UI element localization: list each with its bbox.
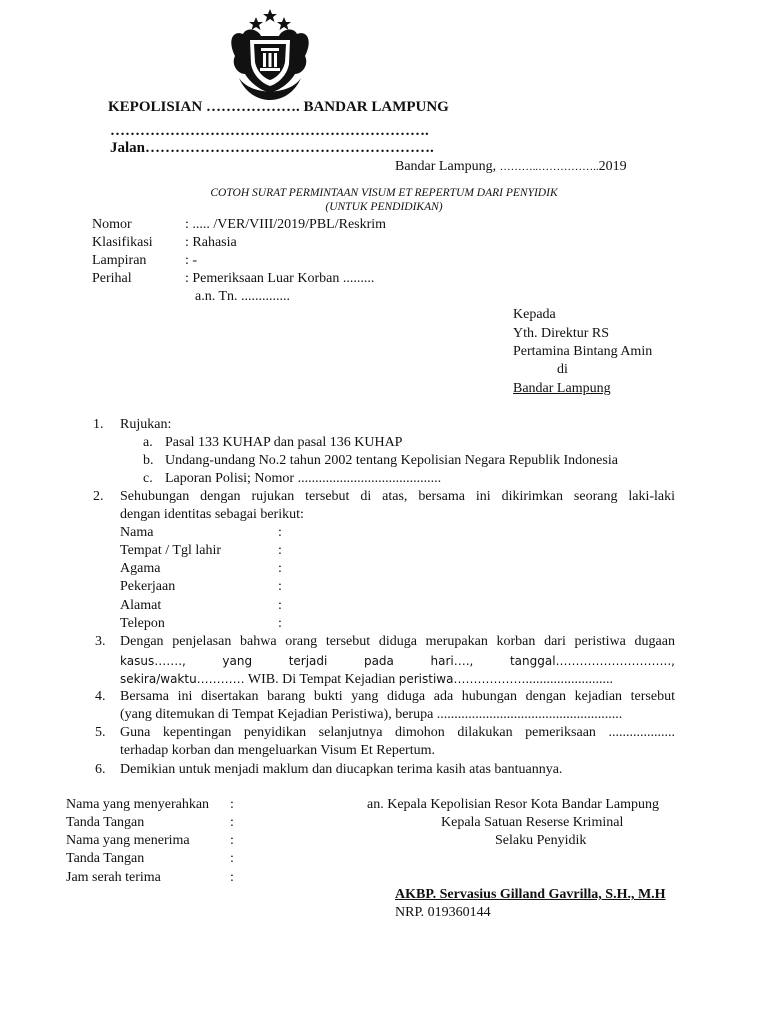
identity-colon: : — [278, 561, 282, 576]
signatory-name: AKBP. Servasius Gilland Gavrilla, S.H., M.H — [395, 887, 666, 902]
agency-address-line: ………………………………………………………. — [110, 123, 429, 139]
date-dots: ………..…………….. — [499, 161, 599, 173]
handover-colon: : — [230, 797, 234, 812]
item-number-3: 3. — [95, 634, 106, 649]
identity-colon: : — [278, 616, 282, 631]
sub-marker-b: b. — [143, 453, 154, 468]
signature-on-behalf: an. Kepala Kepolisian Resor Kota Bandar Lampung — [367, 797, 659, 812]
item-3-trailing-dots: ......................... — [525, 672, 613, 687]
meta-label-klasifikasi: Klasifikasi — [92, 235, 153, 250]
recipient-city: Bandar Lampung — [513, 381, 611, 396]
sub-item-a: Pasal 133 KUHAP dan pasal 136 KUHAP — [165, 435, 403, 450]
identity-colon: : — [278, 543, 282, 558]
identity-colon: : — [278, 525, 282, 540]
item-2-line-1: Sehubungan dengan rujukan tersebut di atas, bersama ini dikirimkan seorang laki-laki — [120, 489, 675, 504]
identity-label-agama: Agama — [120, 561, 161, 576]
meta-label-perihal: Perihal — [92, 271, 132, 286]
handover-colon: : — [230, 815, 234, 830]
date-year: 2019 — [598, 159, 627, 174]
item-4-line-1: Bersama ini disertakan barang bukti yang diduga ada hubungan dengan kejadian tersebut — [120, 689, 675, 704]
handover-label-tanda-tangan: Tanda Tangan — [66, 815, 145, 830]
item-number-5: 5. — [95, 725, 106, 740]
meta-label-lampiran: Lampiran — [92, 253, 147, 268]
recipient-di: di — [557, 362, 568, 377]
item-5-line-2: terhadap korban dan mengeluarkan Visum Et Repertum. — [120, 743, 435, 758]
item-3-line-2: kasus……., yang terjadi pada hari…., tanggal……………………….., — [120, 654, 675, 668]
item-number-2: 2. — [93, 489, 104, 504]
handover-label-jam: Jam serah terima — [66, 870, 161, 885]
document-title: COTOH SURAT PERMINTAAN VISUM ET REPERTUM DARI PENYIDIK — [210, 187, 558, 199]
date-line — [395, 158, 627, 176]
meta-label-nomor: Nomor — [92, 217, 132, 232]
item-number-1: 1. — [93, 417, 104, 432]
item-2-line-2: dengan identitas sebagai berikut: — [120, 507, 304, 522]
identity-label-pekerjaan: Pekerjaan — [120, 579, 176, 594]
identity-colon: : — [278, 598, 282, 613]
item-1-heading: Rujukan: — [120, 417, 172, 432]
sub-marker-a: a. — [143, 435, 153, 450]
signature-role: Selaku Penyidik — [495, 833, 587, 848]
recipient-hospital: Pertamina Bintang Amin — [513, 344, 653, 359]
agency-line: KEPOLISIAN ………………. BANDAR LAMPUNG — [108, 99, 449, 115]
signature-position: Kepala Satuan Reserse Kriminal — [441, 815, 624, 830]
agency-street-line: Jalan…………………………………………………. — [110, 140, 434, 156]
meta-value-lampiran: : - — [185, 253, 198, 268]
identity-label-alamat: Alamat — [120, 598, 162, 613]
date-prefix: Bandar Lampung, — [395, 159, 500, 174]
item-number-6: 6. — [95, 762, 106, 777]
police-emblem-logo — [217, 4, 323, 104]
handover-label-menyerahkan: Nama yang menyerahkan — [66, 797, 210, 812]
document-subtitle: (UNTUK PENDIDIKAN) — [325, 201, 443, 213]
handover-colon: : — [230, 851, 234, 866]
meta-value-nomor: : ..... /VER/VIII/2019/PBL/Reskrim — [185, 217, 387, 232]
identity-label-nama: Nama — [120, 525, 154, 540]
sub-marker-c: c. — [143, 471, 153, 486]
meta-perihal-continuation: a.n. Tn. .............. — [195, 289, 291, 304]
handover-label-tanda-tangan: Tanda Tangan — [66, 851, 145, 866]
item-4-line-2: (yang ditemukan di Tempat Kejadian Peristiwa), berupa ..................................................... — [120, 707, 623, 722]
handover-colon: : — [230, 833, 234, 848]
meta-value-perihal: : Pemeriksaan Luar Korban ......... — [185, 271, 375, 286]
handover-label-menerima: Nama yang menerima — [66, 833, 190, 848]
identity-colon: : — [278, 579, 282, 594]
signatory-nrp: NRP. 019360144 — [395, 905, 491, 920]
identity-label-telepon: Telepon — [120, 616, 165, 631]
item-3-time-field: sekira/waktu………… — [120, 672, 245, 686]
sub-item-c: Laporan Polisi; Nomor ......................................... — [165, 471, 442, 486]
recipient-title: Yth. Direktur RS — [513, 326, 610, 341]
item-3-event-field: peristiwa……………… — [398, 672, 526, 686]
item-5-line-1: Guna kepentingan penyidikan selanjutnya dimohon dilakukan pemeriksaan ................... — [120, 725, 675, 740]
item-3-location-text: WIB. Di Tempat Kejadian — [244, 672, 399, 687]
item-6-text: Demikian untuk menjadi maklum dan diucapkan terima kasih atas bantuannya. — [120, 762, 563, 777]
handover-colon: : — [230, 870, 234, 885]
recipient-to: Kepada — [513, 307, 556, 322]
item-3-line-1: Dengan penjelasan bahwa orang tersebut diduga merupakan korban dari peristiwa dugaan — [120, 634, 675, 649]
identity-label-tempat-tgl-lahir: Tempat / Tgl lahir — [120, 543, 222, 558]
meta-value-klasifikasi: : Rahasia — [185, 235, 237, 250]
sub-item-b: Undang-undang No.2 tahun 2002 tentang Kepolisian Negara Republik Indonesia — [165, 453, 618, 468]
item-number-4: 4. — [95, 689, 106, 704]
item-3-line-3 — [120, 670, 613, 689]
